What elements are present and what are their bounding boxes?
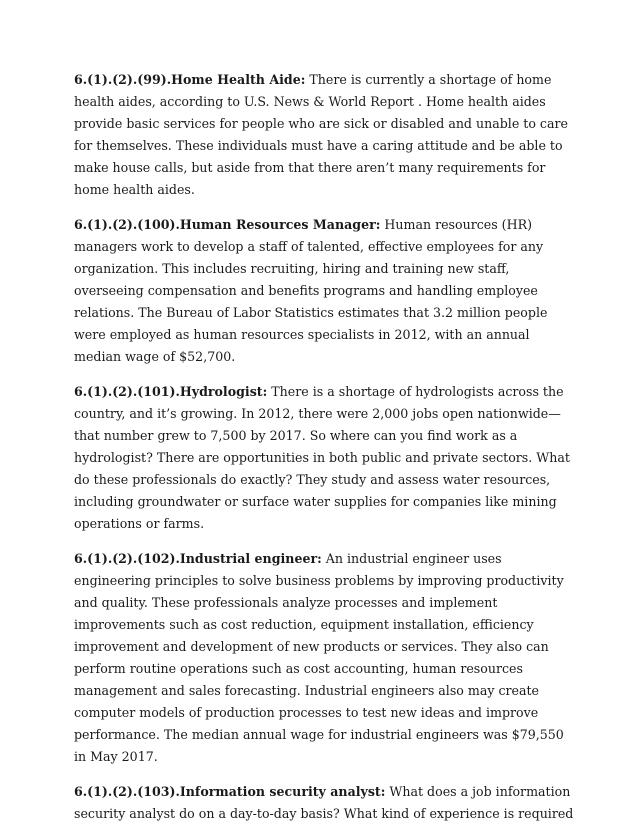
paragraph-body: An industrial engineer uses engineering principles to solve business problems by improving productivity and quality. These professionals analyze processes and implement improvements such as cost reduction, equipment installation, efficiency improvement and development of new products or services. They also can perform routine operations such as cost accounting, human resources management and sales forecasting. Industrial engineers also may create computer models of production processes to test new ideas and improve performance. The median annual wage for industrial engineers was $79,550 in May 2017.	[74, 551, 564, 764]
paragraph-home-health-aide	[74, 69, 574, 201]
paragraph-body: Human resources (HR) managers work to develop a staff of talented, effective employees for any organization. This includes recruiting, hiring and training new staff, overseeing compensation and benefits programs and handling employee relations. The Bureau of Labor Statistics estimates that 3.2 million people were employed as human resources specialists in 2012, with an annual median wage of $52,700.	[74, 217, 548, 364]
document-page	[74, 69, 574, 838]
paragraph-body: What does a job information security analyst do on a day-to-day basis? What kind of experience is required	[74, 784, 574, 821]
paragraph-heading: 6.(1).(2).(99).Home Health Aide:	[74, 72, 306, 87]
paragraph-information-security-analyst	[74, 781, 574, 825]
paragraph-heading: 6.(1).(2).(102).Industrial engineer:	[74, 551, 322, 566]
paragraph-body: There is a shortage of hydrologists across the country, and it’s growing. In 2012, there were 2,000 jobs open nationwide—that number grew to 7,500 by 2017. So where can you find work as a hydrologist? There are opportunities in both public and private sectors. What do these professionals do exactly? They study and assess water resources, including groundwater or surface water supplies for companies like mining operations or farms.	[74, 384, 570, 531]
paragraph-human-resources-manager	[74, 214, 574, 368]
paragraph-heading: 6.(1).(2).(103).Information security analyst:	[74, 784, 386, 799]
paragraph-heading: 6.(1).(2).(100).Human Resources Manager:	[74, 217, 381, 232]
paragraph-industrial-engineer	[74, 548, 574, 768]
paragraph-body: There is currently a shortage of home health aides, according to U.S. News & World Report . Home health aides provide basic services for people who are sick or disabled and unable to care for themselves. These individuals must have a caring attitude and be able to make house calls, but aside from that there aren’t many requirements for home health aides.	[74, 72, 568, 197]
paragraph-hydrologist	[74, 381, 574, 535]
paragraph-heading: 6.(1).(2).(101).Hydrologist:	[74, 384, 268, 399]
